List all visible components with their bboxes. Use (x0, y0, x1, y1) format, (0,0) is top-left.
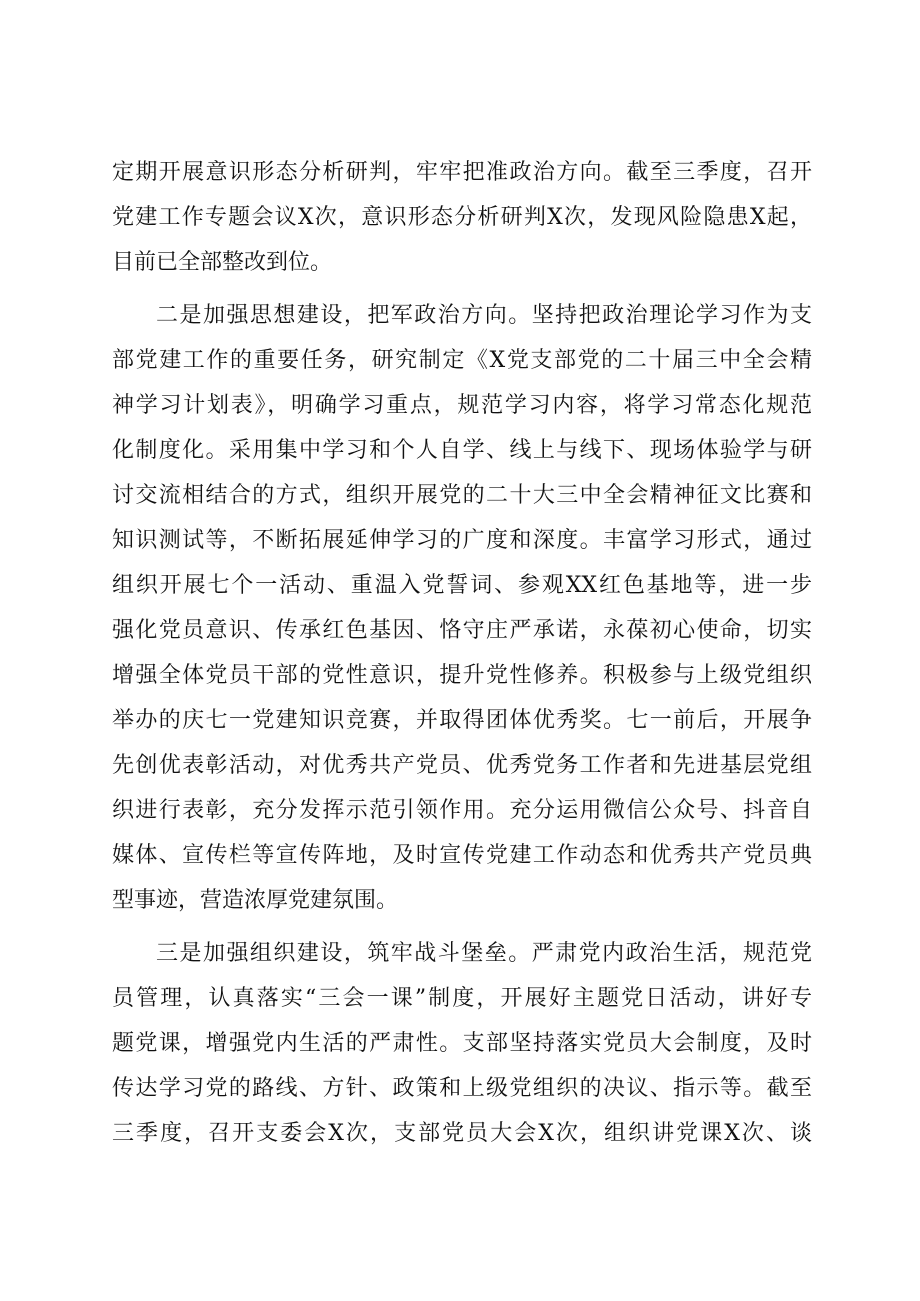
text-line: 二是加强思想建设，把军政治方向。坚持把政治理论学习作为支 (156, 303, 812, 328)
text-line: 党建工作专题会议X次，意识形态分析研判X次，发现风险隐患X起， (112, 205, 812, 230)
text-line: 举办的庆七一党建知识竞赛，并取得团体优秀奖。七一前后，开展争 (112, 708, 812, 733)
text-line: 化制度化。采用集中学习和个人自学、线上与线下、现场体验学与研 (112, 438, 812, 463)
text-line: 三是加强组织建设，筑牢战斗堡垒。严肃党内政治生活，规范党 (156, 941, 812, 966)
text-line: 型事迹，营造浓厚党建氛围。 (112, 888, 399, 913)
text-line: 员管理，认真落实“三会一课”制度，开展好主题党日活动，讲好专 (112, 986, 812, 1011)
paragraph-organizational-building (112, 931, 812, 1156)
body-text (112, 150, 812, 1156)
text-line: 目前已全部整改到位。 (112, 250, 333, 275)
paragraph-ideological-building (112, 293, 812, 923)
text-line: 讨交流相结合的方式，组织开展党的二十大三中全会精神征文比赛和 (112, 483, 812, 508)
text-line: 增强全体党员干部的党性意识，提升党性修养。积极参与上级党组织 (112, 663, 812, 688)
text-line: 神学习计划表》，明确学习重点，规范学习内容，将学习常态化规范 (112, 393, 812, 418)
text-line: 传达学习党的路线、方针、政策和上级党组织的决议、指示等。截至 (112, 1076, 812, 1101)
text-line: 组织开展七个一活动、重温入党誓词、参观XX红色基地等，进一步 (112, 573, 812, 598)
text-line: 织进行表彰，充分发挥示范引领作用。充分运用微信公众号、抖音自 (112, 798, 812, 823)
text-line: 知识测试等，不断拓展延伸学习的广度和深度。丰富学习形式，通过 (112, 528, 812, 553)
paragraph-continuation (112, 150, 812, 285)
text-line: 题党课，增强党内生活的严肃性。支部坚持落实党员大会制度，及时 (112, 1031, 812, 1056)
text-line: 强化党员意识、传承红色基因、恪守庄严承诺，永葆初心使命，切实 (112, 618, 812, 643)
text-line: 三季度，召开支委会X次，支部党员大会X次，组织讲党课X次、谈 (112, 1121, 812, 1146)
text-line: 媒体、宣传栏等宣传阵地，及时宣传党建工作动态和优秀共产党员典 (112, 843, 812, 868)
text-line: 先创优表彰活动，对优秀共产党员、优秀党务工作者和先进基层党组 (112, 753, 812, 778)
text-line: 部党建工作的重要任务，研究制定《X党支部党的二十届三中全会精 (112, 348, 812, 373)
text-line: 定期开展意识形态分析研判，牢牢把准政治方向。截至三季度，召开 (112, 160, 812, 185)
